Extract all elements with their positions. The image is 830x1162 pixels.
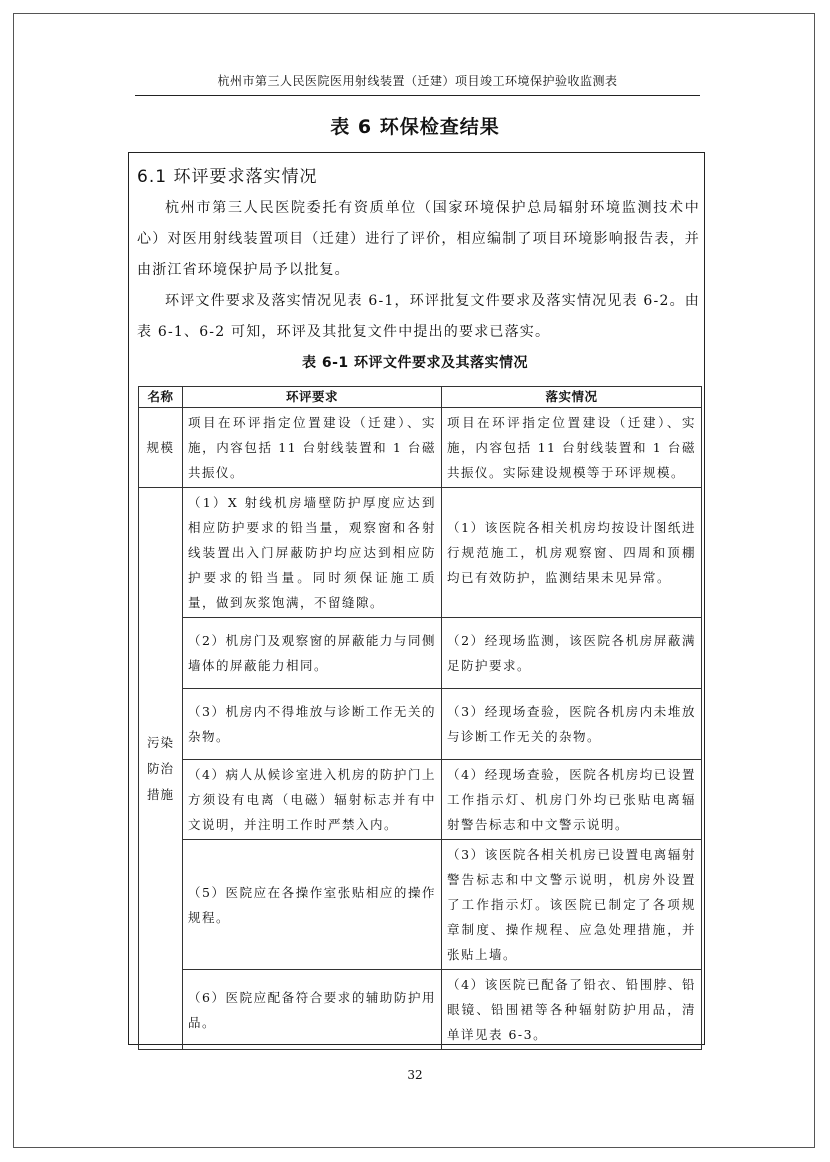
table-header-row bbox=[139, 387, 702, 408]
requirement-cell: （6）医院应配备符合要求的辅助防护用品。 bbox=[183, 970, 442, 1050]
requirement-cell: （1）X 射线机房墙壁防护厚度应达到相应防护要求的铅当量，观察窗和各射线装置出入门屏蔽防护均应达到相应防护要求的铅当量。同时须保证施工质量，做到灰浆饱满，不留缝隙。 bbox=[183, 488, 442, 618]
implementation-cell: （4）该医院已配备了铅衣、铅围脖、铅眼镜、铅围裙等各种辐射防护用品，清单详见表 6-3。 bbox=[442, 970, 702, 1050]
requirement-cell: 项目在环评指定位置建设（迁建）、实施，内容包括 11 台射线装置和 1 台磁共振仪。 bbox=[183, 408, 442, 488]
implementation-cell: 项目在环评指定位置建设（迁建）、实施，内容包括 11 台射线装置和 1 台磁共振仪。实际建设规模等于环评规模。 bbox=[442, 408, 702, 488]
requirement-cell: （2）机房门及观察窗的屏蔽能力与同侧墙体的屏蔽能力相同。 bbox=[183, 618, 442, 689]
table-row bbox=[139, 760, 702, 840]
requirement-cell: （3）机房内不得堆放与诊断工作无关的杂物。 bbox=[183, 689, 442, 760]
requirement-cell: （5）医院应在各操作室张贴相应的操作规程。 bbox=[183, 840, 442, 970]
table-row bbox=[139, 970, 702, 1050]
table-row bbox=[139, 618, 702, 689]
implementation-cell: （1）该医院各相关机房均按设计图纸进行规范施工，机房观察窗、四周和顶棚均已有效防护，监测结果未见异常。 bbox=[442, 488, 702, 618]
implementation-cell: （3）经现场查验，医院各机房内未堆放与诊断工作无关的杂物。 bbox=[442, 689, 702, 760]
table-row bbox=[139, 488, 702, 618]
header-implementation: 落实情况 bbox=[442, 387, 702, 408]
header-name: 名称 bbox=[139, 387, 183, 408]
implementation-cell: （2）经现场监测，该医院各机房屏蔽满足防护要求。 bbox=[442, 618, 702, 689]
table-row bbox=[139, 689, 702, 760]
category-pollution-label: 污染防治措施 bbox=[146, 734, 174, 802]
implementation-cell: （4）经现场查验，医院各机房均已设置工作指示灯、机房门外均已张贴电离辐射警告标志和中文警示说明。 bbox=[442, 760, 702, 840]
header-requirement: 环评要求 bbox=[183, 387, 442, 408]
page-number: 32 bbox=[407, 1068, 423, 1082]
category-scale: 规模 bbox=[139, 408, 183, 488]
requirements-table bbox=[138, 386, 702, 1050]
requirement-cell: （4）病人从候诊室进入机房的防护门上方须设有电离（电磁）辐射标志并有中文说明，并注明工作时严禁入内。 bbox=[183, 760, 442, 840]
running-header: 杭州市第三人民医院医用射线装置（迁建）项目竣工环境保护验收监测表 bbox=[135, 72, 700, 96]
implementation-cell: （3）该医院各相关机房已设置电离辐射警告标志和中文警示说明，机房外设置了工作指示灯。该医院已制定了各项规章制度、操作规程、应急处理措施，并张贴上墙。 bbox=[442, 840, 702, 970]
doc-title: 表 6 环保检查结果 bbox=[330, 116, 500, 138]
table-title: 表 6-1 环评文件要求及其落实情况 bbox=[301, 355, 529, 371]
table-row bbox=[139, 840, 702, 970]
table-row-scale bbox=[139, 408, 702, 488]
paragraph-summary: 环评文件要求及落实情况见表 6-1，环评批复文件要求及落实情况见表 6-2。由表 6-1、6-2 可知，环评及其批复文件中提出的要求已落实。 bbox=[137, 293, 700, 340]
paragraph-evaluation: 杭州市第三人民医院委托有资质单位（国家环境保护总局辐射环境监测技术中心）对医用射线装置项目（迁建）进行了评价，相应编制了项目环境影响报告表，并由浙江省环境保护局予以批复。 bbox=[137, 200, 700, 278]
section-title: 6.1 环评要求落实情况 bbox=[137, 167, 318, 187]
category-pollution bbox=[139, 488, 183, 1050]
